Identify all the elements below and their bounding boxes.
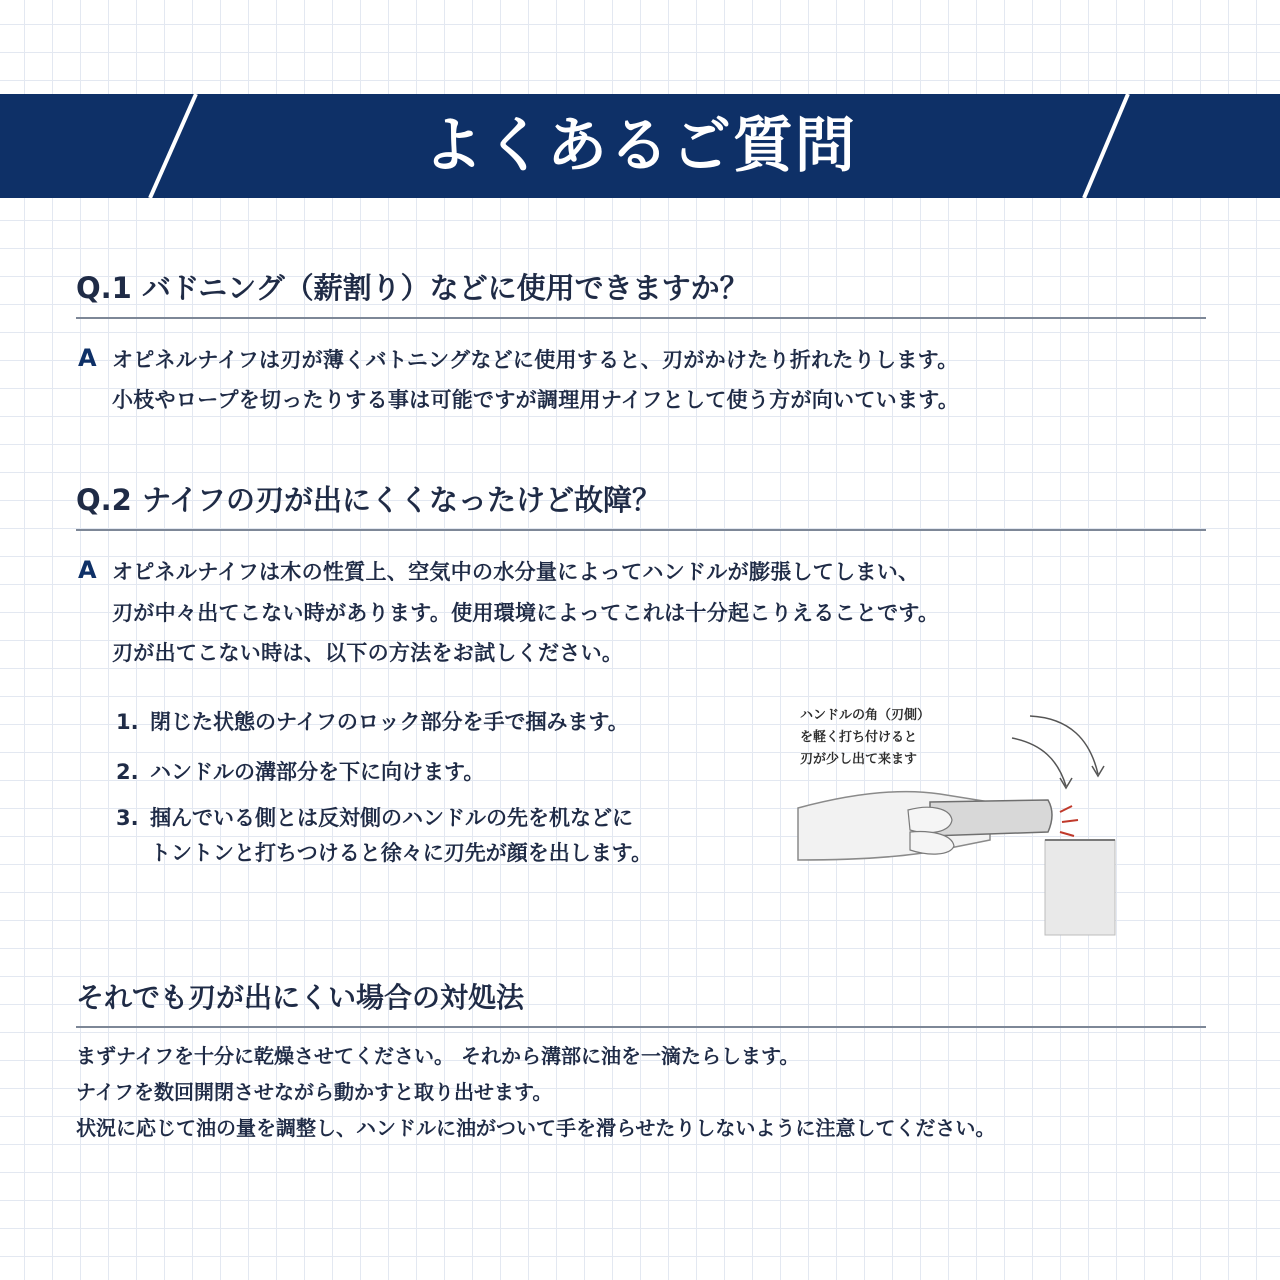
step-text: 掴んでいる側とは反対側のハンドルの先を机などに <box>150 806 633 830</box>
step-number: 2. <box>116 760 139 784</box>
answer-1-mark: A <box>78 344 97 372</box>
answer-1-line: オピネルナイフは刃が薄くバトニングなどに使用すると、刃がかけたり折れたりします。 <box>112 348 959 372</box>
step-2 <box>116 756 484 786</box>
illustration-caption: を軽く打ち付けると <box>800 730 918 745</box>
question-2-title: Q.2 ナイフの刃が出にくくなったけど故障？ <box>76 478 1206 531</box>
step-number: 1. <box>116 710 139 734</box>
step-1 <box>116 706 629 736</box>
remedy-line: ナイフを数回開閉させながら動かすと取り出せます。 <box>76 1080 553 1104</box>
question-1-title: Q.1 バドニング（薪割り）などに使用できますか？ <box>76 266 1206 319</box>
remedy-line: 状況に応じて油の量を調整し、ハンドルに油がついて手を滑らせたりしないように注意してください。 <box>76 1116 996 1140</box>
remedy-title: それでも刃が出にくい場合の対処法 <box>76 976 1206 1028</box>
illustration-caption: ハンドルの角（刃側） <box>800 708 931 723</box>
knife-tapping-illustration <box>790 690 1130 940</box>
step-3 <box>116 802 633 832</box>
step-3-continuation: トントンと打ちつけると徐々に刃先が顔を出します。 <box>150 841 653 865</box>
answer-2-line: 刃が中々出てこない時があります。使用環境によってこれは十分起こりえることです。 <box>112 601 940 625</box>
step-text: ハンドルの溝部分を下に向けます。 <box>150 760 485 784</box>
step-number: 3. <box>116 806 139 830</box>
answer-2-line: 刃が出てこない時は、以下の方法をお試しください。 <box>112 641 624 665</box>
remedy-line: まずナイフを十分に乾燥させてください。 それから溝部に油を一滴たらします。 <box>76 1044 800 1068</box>
answer-2-mark: A <box>78 556 97 584</box>
illustration-caption: 刃が少し出て来ます <box>800 752 918 767</box>
page-title: よくあるご質問 <box>423 111 857 181</box>
step-text: 閉じた状態のナイフのロック部分を手で掴みます。 <box>150 710 629 734</box>
answer-1-line: 小枝やロープを切ったりする事は可能ですが調理用ナイフとして使う方が向いています。 <box>112 388 960 412</box>
header-banner <box>0 94 1280 198</box>
answer-2-line: オピネルナイフは木の性質上、空気中の水分量によってハンドルが膨張してしまい、 <box>112 560 920 584</box>
